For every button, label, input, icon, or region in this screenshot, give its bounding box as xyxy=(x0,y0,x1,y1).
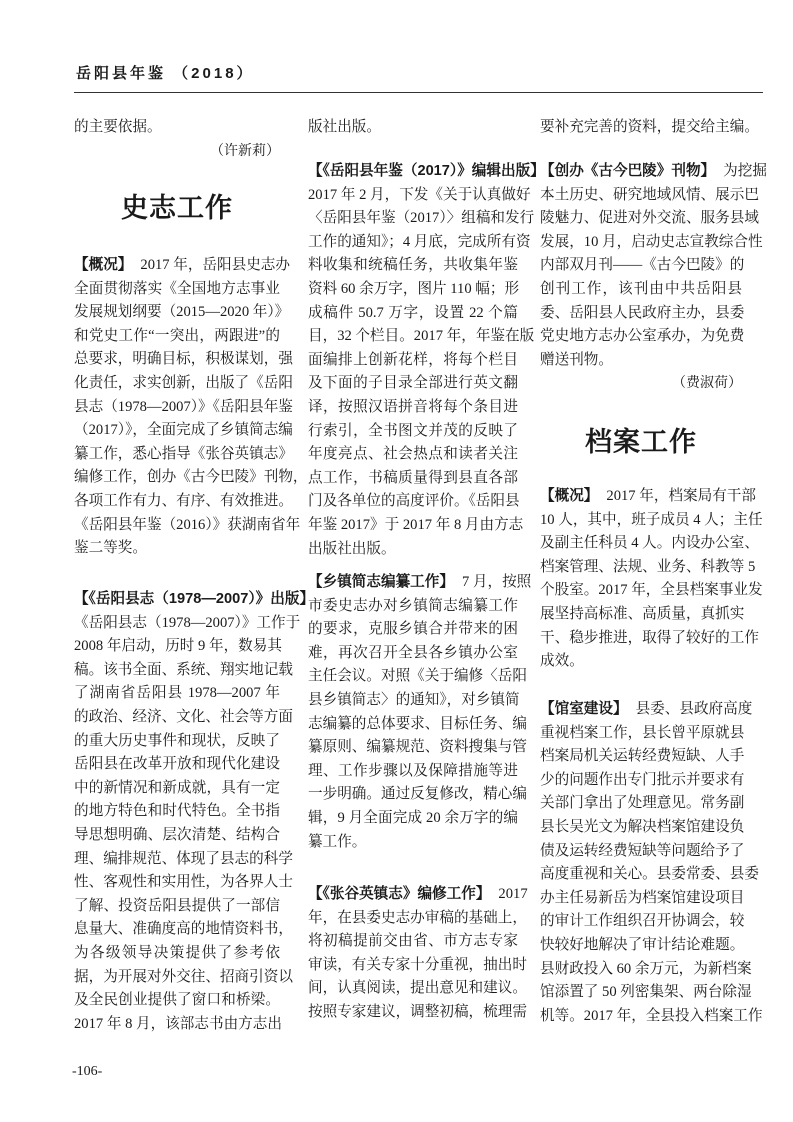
paragraph xyxy=(540,160,767,372)
text-line xyxy=(540,698,753,722)
text-line: 息量大、准确度高的地情资料书， xyxy=(74,921,293,938)
line-text: 7 月，按照 xyxy=(461,574,532,590)
running-header: 岳阳县年鉴 （2018） xyxy=(76,65,255,82)
text-line: 门及各单位的高度评价。《岳阳县 xyxy=(308,493,520,510)
text-line: 面编排上创新花样，将每个栏目 xyxy=(308,351,518,368)
paragraph-title: 【馆室建设】 xyxy=(540,701,628,717)
text-line: 县志（1978—2007）》《岳阳县年鉴 xyxy=(74,398,293,415)
paragraph-title: 【《岳阳县志（1978—2007）》出版】 xyxy=(74,591,315,607)
paragraph xyxy=(540,485,763,674)
text-line: 了解、投资岳阳县提供了一部信 xyxy=(74,897,280,914)
text-line: 了湖南省岳阳县 1978—2007 年 xyxy=(74,685,280,702)
text-line: 陵魅力、促进对外交流、服务县域 xyxy=(540,210,759,227)
line-text: 2017 xyxy=(498,886,528,902)
text-line: 2017 年 8 月，该部志书由方志出 xyxy=(74,1015,282,1032)
text-line: 主任会议。对照《关于编修〈岳阳 xyxy=(308,668,527,685)
paragraph-title: 【概况】 xyxy=(74,257,133,273)
text-line: 出版社出版。 xyxy=(308,540,396,557)
text-line: 理、编排规范、体现了县志的科学 xyxy=(74,850,293,867)
text-line: 性、客观性和实用性，为各界人士 xyxy=(74,874,293,891)
text-line: 译，按照汉语拼音将每个条目进 xyxy=(308,398,518,415)
text-line: 难，再次召开全县各乡镇办公室 xyxy=(308,644,518,661)
text-line: 行索引，全书图文并茂的反映了 xyxy=(308,422,518,439)
text-line: 及下面的子目录全部进行英文翻 xyxy=(308,375,518,392)
text-line: 全面贯彻落实《全国地方志事业 xyxy=(74,280,280,297)
paragraph xyxy=(540,116,759,140)
text-line xyxy=(540,160,767,184)
text-line: 一步明确。通过反复修改，精心编 xyxy=(308,786,527,803)
text-line: 的重大历史事件和现状，反映了 xyxy=(74,732,280,749)
text-line: 及副主任科员 4 人。内设办公室、 xyxy=(540,535,759,552)
text-line: 导思想明确、层次清楚、结构合 xyxy=(74,826,280,843)
text-line: 的主要依据。 xyxy=(74,119,162,135)
line-text: 2017 年，岳阳县史志办 xyxy=(140,257,290,273)
text-line: 的政治、经济、文化、社会等方面 xyxy=(74,708,293,725)
text-line: 及全民创业提供了窗口和桥梁。 xyxy=(74,992,280,1009)
paragraph-title: 【创办《古今巴陵》刊物】 xyxy=(540,163,716,179)
text-line xyxy=(308,883,528,907)
paragraph xyxy=(308,883,528,1025)
section-heading: 档案工作 xyxy=(585,427,697,457)
author-signature: （费淑荷） xyxy=(672,376,742,391)
text-line: 辑，9 月全面完成 20 余万字的编 xyxy=(308,809,518,826)
paragraph-title: 【《岳阳县年鉴（2017）》编辑出版】 xyxy=(308,163,545,179)
text-line: 理、工作步骤以及保障措施等进 xyxy=(308,762,518,779)
text-line: 年，在县委史志办审稿的基础上， xyxy=(308,909,527,926)
text-line: 展坚持高标准、高质量，真抓实 xyxy=(540,605,745,622)
text-line: 10 人，其中，班子成员 4 人；主任 xyxy=(540,511,763,528)
text-line: 干、稳步推进，取得了较好的工作 xyxy=(540,629,759,646)
text-line xyxy=(540,485,756,509)
paragraph-title: 【乡镇简志编纂工作】 xyxy=(308,574,454,590)
text-line: 内部双月刊——《古今巴陵》的 xyxy=(540,257,745,274)
line-text: 为挖掘 xyxy=(723,163,767,179)
text-line: 将初稿提前交由省、市方志专家 xyxy=(308,933,518,950)
text-line: 总要求，明确目标，积极谋划，强 xyxy=(74,351,293,368)
text-line: 档案局机关运转经费短缺、人手 xyxy=(540,748,745,765)
text-line: 馆添置了 50 列密集架、两台除湿 xyxy=(540,984,752,1001)
text-line: 资料 60 余万字，图片 110 幅；形 xyxy=(308,280,520,297)
paragraph xyxy=(74,588,315,1036)
text-line: 中的新情况和新成就，具有一定 xyxy=(74,779,280,796)
text-line: 的要求，克服乡镇合并带来的困 xyxy=(308,621,518,638)
paragraph-title: 【概况】 xyxy=(540,488,599,504)
text-line: 鉴二等奖。 xyxy=(74,540,147,557)
text-line: 化责任，求实创新，出版了《岳阳 xyxy=(74,374,293,391)
text-line: 个股室。2017 年，全县档案事业发 xyxy=(540,582,763,599)
text-line: （2017）》，全面完成了乡镇简志编 xyxy=(74,422,293,439)
text-line: 工作的通知》；4 月底，完成所有资 xyxy=(308,233,531,250)
paragraph xyxy=(74,116,280,140)
text-line: 稿。该书全面、系统、翔实地记载 xyxy=(74,661,293,678)
line-text: 县委、县政府高度 xyxy=(635,701,753,717)
text-line: 发展，10 月，启动史志宣教综合性 xyxy=(540,233,763,250)
text-line: 纂工作，悉心指导《张谷英镇志》 xyxy=(74,445,293,462)
text-line: 〈岳阳县年鉴（2017）〉组稿和发行 xyxy=(308,210,535,227)
text-line: 本土历史、研究地域风情、展示巴 xyxy=(540,186,759,203)
text-line: 县长吴光文为解决档案馆建设负 xyxy=(540,818,745,835)
text-line: 各项工作有力、有序、有效推进。 xyxy=(74,492,293,509)
paragraph-title: 【《张谷英镇志》编修工作】 xyxy=(308,886,491,902)
paragraph xyxy=(308,571,532,854)
text-line: 审读，有关专家十分重视，抽出时 xyxy=(308,956,527,973)
text-line: 成效。 xyxy=(540,653,584,670)
text-line: 重视档案工作，县长曾平原就县 xyxy=(540,724,745,741)
paragraph-title-line xyxy=(74,588,315,612)
text-line: 料收集和统稿任务，共收集年鉴 xyxy=(308,257,518,274)
paragraph xyxy=(74,254,308,561)
text-line: 《岳阳县年鉴（2016）》获湖南省年 xyxy=(74,516,301,533)
text-line: 成稿件 50.7 万字，设置 22 个篇 xyxy=(308,304,518,321)
text-line: 发展规划纲要（2015—2020 年）》 xyxy=(74,304,290,321)
text-line: 高度重视和关心。县委常委、县委 xyxy=(540,866,759,883)
text-line: 关部门拿出了处理意见。常务副 xyxy=(540,795,745,812)
text-line: 要补充完善的资料，提交给主编。 xyxy=(540,119,759,135)
text-line: 纂原则、编纂规范、资料搜集与管 xyxy=(308,739,527,756)
text-line: 点工作，书稿质量得到县直各部 xyxy=(308,469,518,486)
text-line: 纂工作。 xyxy=(308,833,367,850)
text-line: 为各级领导决策提供了参考依 xyxy=(74,944,280,961)
text-line: 版社出版。 xyxy=(308,119,381,135)
text-line: 年鉴 2017》于 2017 年 8 月由方志 xyxy=(308,516,524,533)
section-heading: 史志工作 xyxy=(121,193,233,223)
text-line: 2008 年启动，历时 9 年，数易其 xyxy=(74,638,282,655)
text-line: 间，认真阅读，提出意见和建议。 xyxy=(308,980,527,997)
text-line: 岳阳县在改革开放和现代化建设 xyxy=(74,756,280,773)
text-line: 的审计工作组织召开协调会，较 xyxy=(540,913,745,930)
text-line: 志编纂的总体要求、目标任务、编 xyxy=(308,715,527,732)
author-signature: （许新莉） xyxy=(210,144,280,159)
text-line: 《岳阳县志（1978—2007）》工作于 xyxy=(74,614,301,631)
text-line xyxy=(74,254,290,278)
text-line: 据，为开展对外交往、招商引资以 xyxy=(74,968,293,985)
text-line: 债及运转经费短缺等问题给予了 xyxy=(540,842,745,859)
page-number: -106- xyxy=(72,1064,103,1079)
text-line: 档案管理、法规、业务、科教等 5 xyxy=(540,558,756,575)
text-line: 少的问题作出专门批示并要求有 xyxy=(540,771,745,788)
line-text: 2017 年，档案局有干部 xyxy=(606,488,756,504)
text-line: 的地方特色和时代特色。全书指 xyxy=(74,803,280,820)
text-line: 按照专家建议，调整初稿，梳理需 xyxy=(308,1003,527,1020)
text-line: 委、岳阳县人民政府主办，县委 xyxy=(540,304,745,321)
text-line: 创刊工作，该刊由中共岳阳县 xyxy=(540,280,742,297)
text-line: 县财政投入 60 余万元，为新档案 xyxy=(540,960,752,977)
text-line xyxy=(308,571,532,595)
text-line: 党史地方志办公室承办，为免费 xyxy=(540,328,745,345)
paragraph-title-line xyxy=(308,160,545,184)
text-line: 赠送刊物。 xyxy=(540,351,613,368)
text-line: 市委史志办对乡镇简志编纂工作 xyxy=(308,597,518,614)
text-line: 目，32 个栏目。2017 年，年鉴在版 xyxy=(308,328,535,345)
text-line: 机等。2017 年，全县投入档案工作 xyxy=(540,1007,763,1024)
text-line: 和党史工作“一突出，两跟进”的 xyxy=(74,327,280,344)
text-line: 县乡镇简志〉的通知》，对乡镇简 xyxy=(308,691,520,708)
header-rule xyxy=(74,92,763,93)
paragraph xyxy=(540,698,763,1028)
paragraph xyxy=(308,116,518,140)
text-line: 编修工作，创办《古今巴陵》刊物， xyxy=(74,469,308,486)
text-line: 快较好地解决了审计结论难题。 xyxy=(540,936,745,953)
paragraph xyxy=(308,160,545,561)
text-line: 2017 年 2 月，下发《关于认真做好 xyxy=(308,186,531,203)
text-line: 办主任易新岳为档案馆建设项目 xyxy=(540,889,745,906)
text-line: 年度亮点、社会热点和读者关注 xyxy=(308,446,518,463)
